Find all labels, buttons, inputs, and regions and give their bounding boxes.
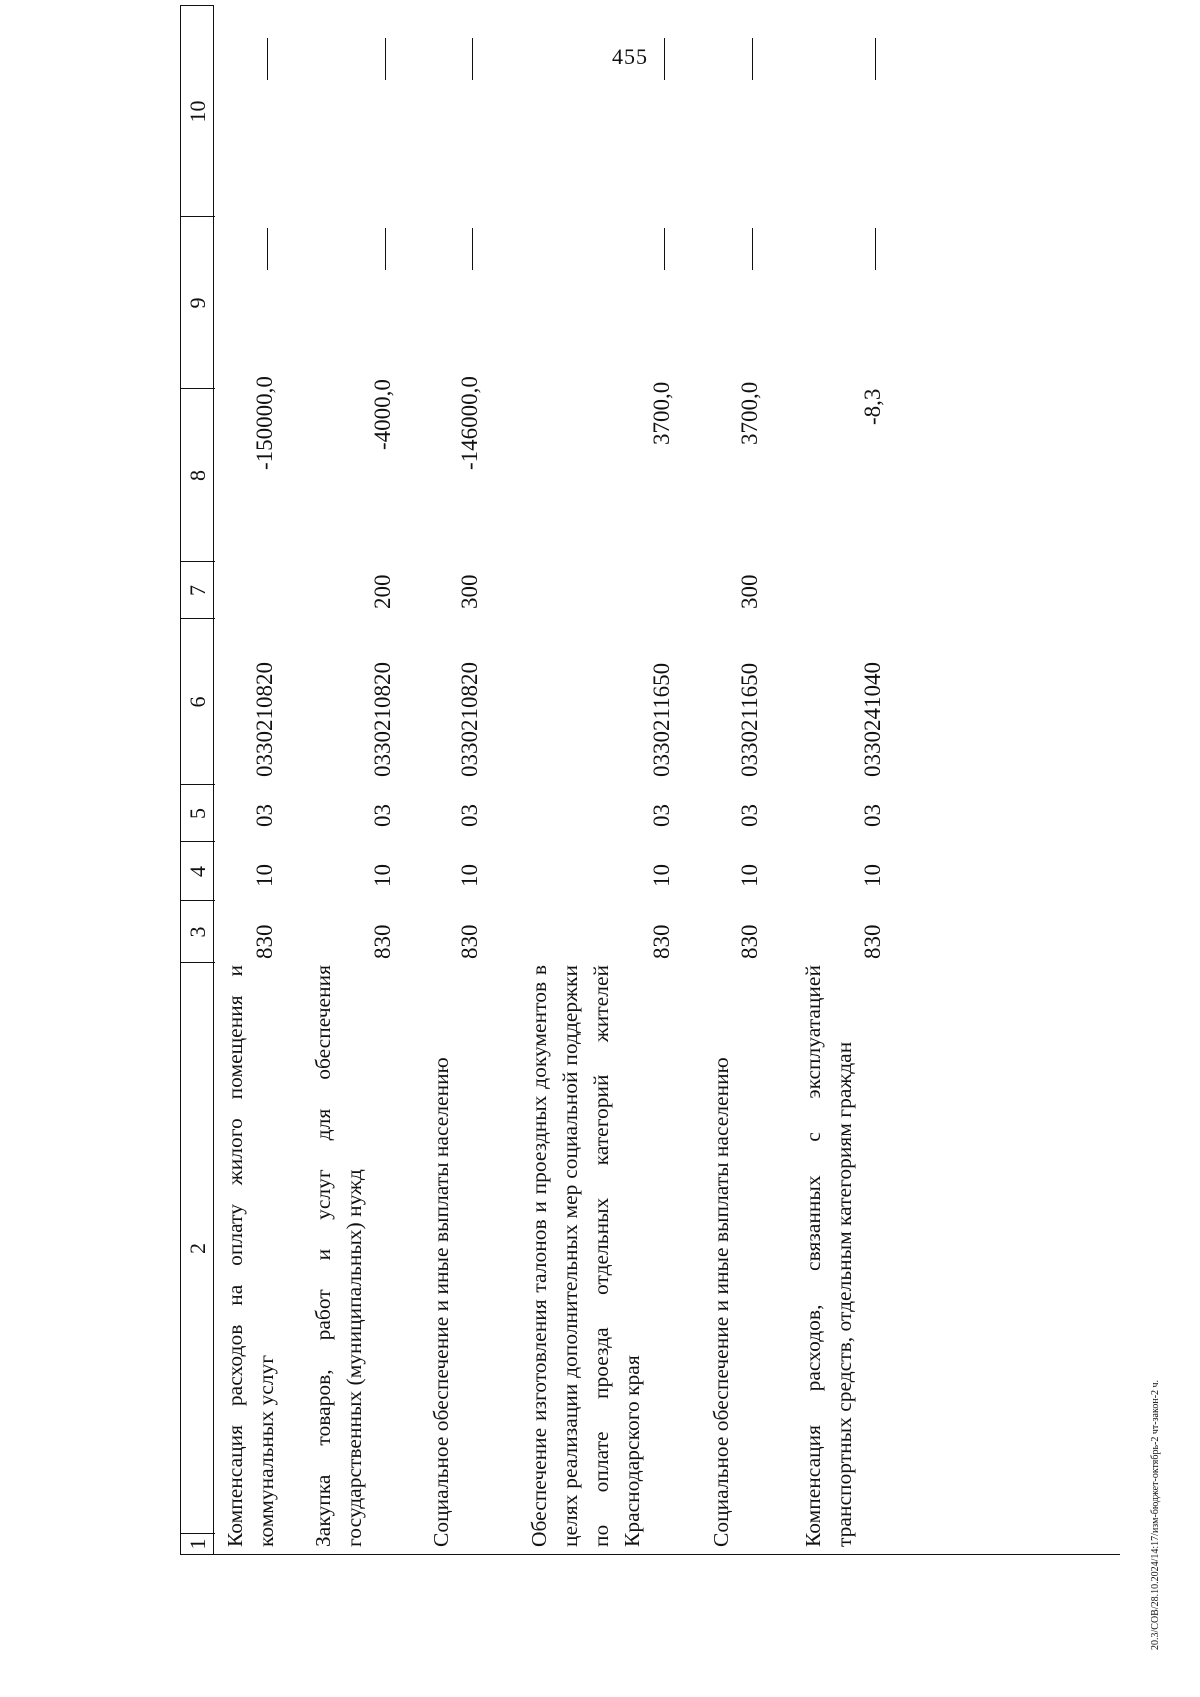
cell-col4: 10 [252,864,277,887]
dash-col10 [267,38,268,80]
table-row [770,5,900,1555]
row-description: Компенсация расходов, связанных с эксплуатацией транспортных средств, отдельным категориям граждан [801,965,856,1547]
cell-col5: 03 [737,804,762,827]
cell-col3: 830 [370,924,395,959]
cell-col8: -146000,0 [457,376,482,470]
cell-col8: 3700,0 [649,381,674,445]
cell-col6: 0330210820 [457,662,482,777]
cell-col5: 03 [457,804,482,827]
dash-col9 [267,228,268,270]
header-col-2: 2 [181,962,215,1534]
cell-col4: 10 [737,864,762,887]
cell-col6: 0330210820 [252,662,277,777]
table-row [682,5,766,1555]
header-col-1: 1 [181,1533,215,1554]
table-row [216,5,288,1555]
cell-col6: 0330210820 [370,662,395,777]
cell-col3: 830 [737,924,762,959]
page-number: 455 [612,44,648,69]
header-col-10: 10 [185,100,210,123]
row-description: Обеспечение изготовления талонов и проездных документов в целях реализации дополнительных мер социальной поддержки по оплате проезда отдельных категорий жителей Краснодарского края [527,965,644,1547]
row-description: Закупка товаров, работ и услуг для обеспечения государственных (муниципальных) нужд [311,965,366,1547]
dash-col9 [664,228,665,270]
table-row [494,5,678,1555]
cell-col5: 03 [252,804,277,827]
cell-col7: 200 [370,574,395,609]
header-col-5: 5 [181,784,215,842]
cell-col7: 300 [737,574,762,609]
dash-col10 [752,38,753,80]
cell-col4: 10 [860,864,885,887]
dash-col10 [472,38,473,80]
dash-col9 [875,228,876,270]
cell-col5: 03 [860,804,885,827]
cell-col3: 830 [252,924,277,959]
row-description: Компенсация расходов на оплату жилого помещения и коммунальных услуг [223,965,278,1547]
footer-code: 20.3/СОВ/28.10.2024/14:17/изм-бюджет-октябрь-2 чт-закон-2 ч. [1150,1379,1161,1650]
cell-col4: 10 [370,864,395,887]
header-col-3: 3 [181,900,215,963]
header-col-4: 4 [181,841,215,901]
cell-col6: 0330211650 [737,662,762,777]
cell-col5: 03 [649,804,674,827]
cell-col8: 3700,0 [737,381,762,445]
header-col-7: 7 [181,561,215,619]
cell-col8: -150000,0 [252,376,277,470]
table-row [292,5,402,1555]
dash-col9 [752,228,753,270]
dash-col10 [875,38,876,80]
row-description: Социальное обеспечение и иные выплаты населению [709,1057,733,1547]
header-col-8: 8 [181,388,215,562]
header-col-6: 6 [181,618,215,785]
cell-col4: 10 [649,864,674,887]
table-row [406,5,490,1555]
cell-col7: 300 [457,574,482,609]
table-header-row [180,5,214,1555]
cell-col3: 830 [649,924,674,959]
cell-col6: 0330241040 [860,662,885,777]
cell-col4: 10 [457,864,482,887]
cell-col5: 03 [370,804,395,827]
header-col-9: 9 [181,216,215,389]
cell-col6: 0330211650 [649,662,674,777]
cell-col3: 830 [860,924,885,959]
dash-col9 [385,228,386,270]
cell-col8: -4000,0 [370,379,395,450]
row-description: Социальное обеспечение и иные выплаты населению [429,1057,453,1547]
budget-table [180,5,1120,1555]
dash-col9 [472,228,473,270]
cell-col8: -8,3 [860,388,885,425]
cell-col3: 830 [457,924,482,959]
dash-col10 [385,38,386,80]
dash-col10 [664,38,665,80]
